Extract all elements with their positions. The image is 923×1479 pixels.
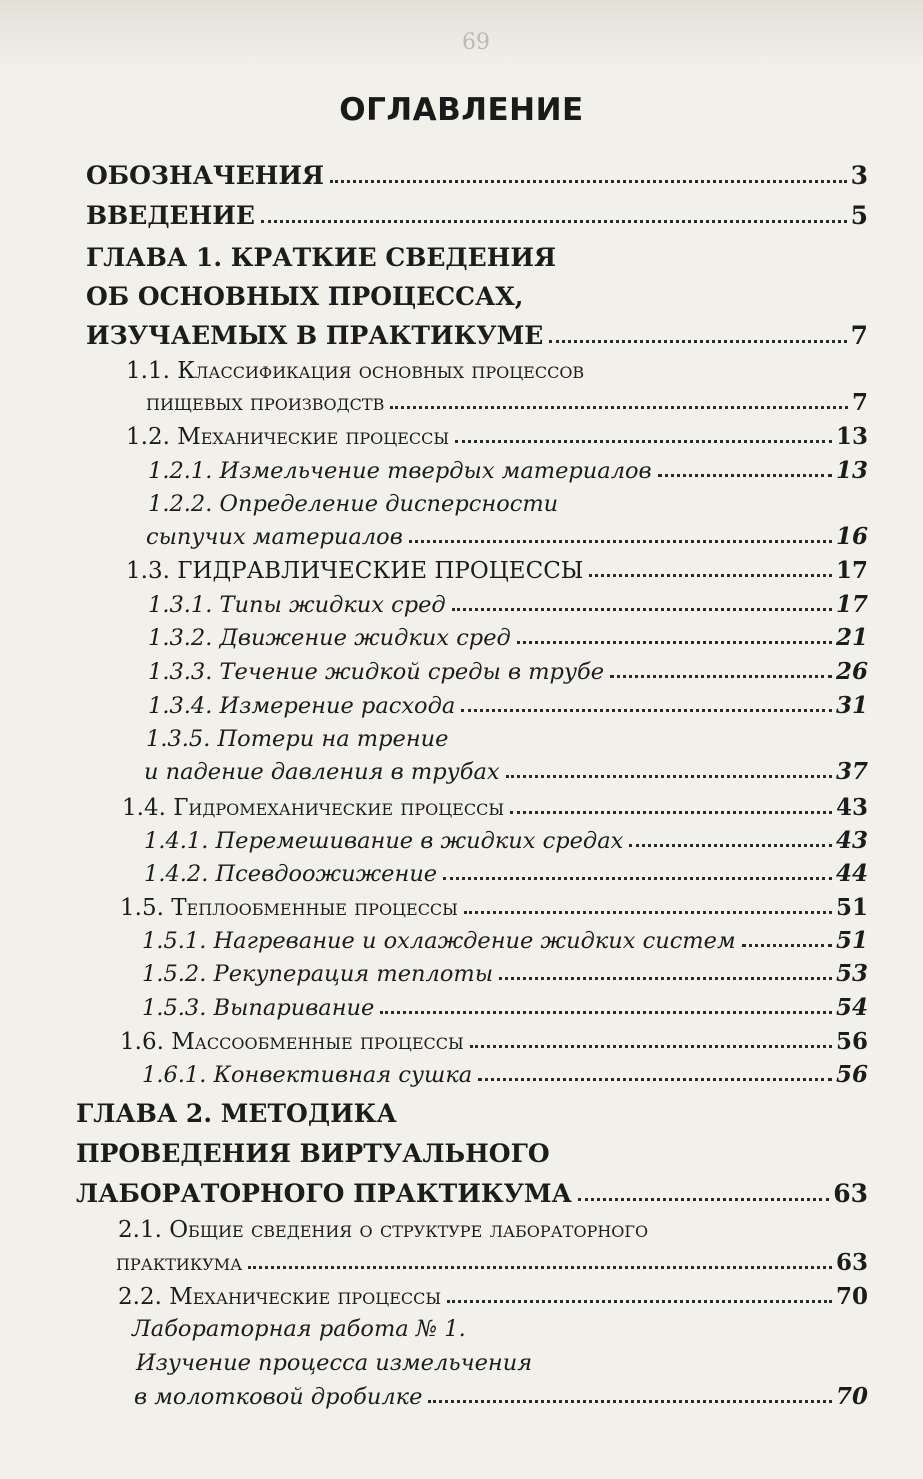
toc-page-number: 70: [835, 1283, 868, 1310]
toc-entry-title: 1.4.2. Псевдоожижение: [144, 861, 438, 887]
dot-leader: [742, 944, 832, 947]
toc-entry: [142, 985, 868, 1021]
dot-leader: [510, 811, 832, 814]
toc-entry-title: 1.3.2. Движение жидких сред: [148, 625, 511, 651]
toc-page-number: 7: [850, 321, 868, 350]
toc-page-number: 13: [835, 423, 868, 450]
toc-entry-title: ОБ ОСНОВНЫХ ПРОЦЕССАХ,: [86, 282, 524, 311]
toc-entry: [142, 918, 868, 954]
toc-page-number: 16: [835, 523, 868, 550]
toc-page-number: 13: [835, 457, 868, 484]
dot-leader: [578, 1198, 829, 1201]
toc-page-number: 31: [835, 692, 868, 719]
toc-entry-title: Изучение процесса измельчения: [136, 1350, 533, 1376]
toc-entry-title: 1.2.1. Измельчение твердых материалов: [148, 458, 652, 484]
toc-entry-line: [132, 1306, 466, 1342]
dot-leader: [455, 440, 832, 443]
toc-entry-title: 1.3.1. Типы жидких сред: [148, 592, 446, 618]
toc-entry-title: ПРОВЕДЕНИЯ ВИРТУАЛЬНОГО: [76, 1139, 550, 1168]
toc-entry-title: 1.3.5. Потери на трение: [146, 726, 449, 752]
toc-entry-title: 1.5. Теплообменные процессы: [120, 895, 458, 921]
dot-leader: [380, 1011, 832, 1014]
toc-entry: [144, 818, 868, 854]
toc-entry-title: 1.2. Механические процессы: [126, 424, 450, 450]
page-title: ОГЛАВЛЕНИЕ: [339, 92, 584, 128]
toc-page-number: 54: [835, 994, 868, 1021]
toc-entry-title: 1.3.3. Течение жидкой среды в трубе: [148, 659, 605, 685]
dot-leader: [428, 1400, 832, 1403]
toc-entry-line: [76, 1132, 550, 1168]
dot-leader: [261, 220, 847, 223]
toc-entry-title: практикума: [116, 1250, 243, 1276]
toc-entry-title: 2.1. Общие сведения о структуре лабораторного: [118, 1217, 649, 1243]
dot-leader: [452, 608, 832, 611]
toc-entry: [144, 851, 868, 887]
page-number: 69: [462, 30, 490, 55]
dot-leader: [330, 180, 846, 183]
toc-entry-title: 1.6. Массообменные процессы: [120, 1029, 464, 1055]
toc-page-number: 56: [835, 1028, 868, 1055]
dot-leader: [517, 641, 832, 644]
toc-entry-title: 1.4. Гидромеханические процессы: [122, 795, 505, 821]
toc-entry-title: в молотковой дробилке: [134, 1384, 423, 1410]
toc-entry: [148, 649, 868, 685]
toc-entry: [144, 749, 868, 785]
toc-entry: [86, 194, 868, 230]
toc-entry: [142, 1052, 868, 1088]
toc-entry-title: и падение давления в трубах: [144, 759, 500, 785]
toc-page-number: 70: [835, 1383, 868, 1410]
toc-entry: [148, 582, 868, 618]
toc-entry-title: пищевых производств: [146, 390, 385, 416]
toc-page-number: 63: [833, 1179, 868, 1208]
dot-leader: [447, 1300, 832, 1303]
dot-leader: [549, 340, 846, 343]
toc-entry: [122, 785, 868, 821]
toc-entry: [148, 683, 868, 719]
toc-entry: [142, 951, 868, 987]
toc-page-number: 56: [835, 1061, 868, 1088]
toc-entry-line: [76, 1092, 397, 1128]
toc-page-number: 37: [835, 758, 868, 785]
toc-entry: [146, 380, 868, 416]
toc-entry: [76, 1172, 868, 1208]
dot-leader: [470, 1045, 832, 1048]
toc-entry-title: 1.3.4. Измерение расхода: [148, 693, 456, 719]
toc-entry-line: [136, 1340, 532, 1376]
dot-leader: [499, 977, 832, 980]
toc-entry-line: [86, 236, 556, 272]
dot-leader: [506, 775, 832, 778]
dot-leader: [610, 675, 832, 678]
toc-entry: [120, 885, 868, 921]
toc-entry: [134, 1374, 868, 1410]
dot-leader: [478, 1078, 832, 1081]
toc-entry-line: [148, 481, 558, 517]
toc-entry: [126, 414, 868, 450]
toc-page-number: 5: [850, 201, 868, 230]
dot-leader: [629, 844, 832, 847]
toc-page-number: 21: [835, 624, 868, 651]
toc-page-number: 44: [835, 860, 868, 887]
toc-entry: [86, 314, 868, 350]
toc-entry-line: [146, 716, 449, 752]
toc-entry-title: 1.5.3. Выпаривание: [142, 995, 375, 1021]
toc-entry: [86, 154, 868, 190]
toc-entry-title: ГЛАВА 1. КРАТКИЕ СВЕДЕНИЯ: [86, 243, 557, 272]
toc-entry-title: 1.2.2. Определение дисперсности: [148, 491, 559, 517]
toc-entry-title: 1.5.1. Нагревание и охлаждение жидких систем: [142, 928, 736, 954]
dot-leader: [443, 877, 832, 880]
dot-leader: [589, 574, 832, 577]
toc-page-number: 17: [835, 557, 868, 584]
toc-entry: [120, 1019, 868, 1055]
toc-entry-title: ИЗУЧАЕМЫХ В ПРАКТИКУМЕ: [86, 321, 544, 350]
dot-leader: [464, 911, 832, 914]
toc-entry-title: ОБОЗНАЧЕНИЯ: [86, 161, 325, 190]
toc-entry-title: ЛАБОРАТОРНОГО ПРАКТИКУМА: [76, 1179, 572, 1208]
toc-page-number: 63: [835, 1249, 868, 1276]
dot-leader: [390, 406, 848, 409]
toc-entry-line: [86, 275, 523, 311]
toc-page-number: 17: [835, 591, 868, 618]
toc-entry-title: 1.5.2. Рекуперация теплоты: [142, 961, 494, 987]
toc-page-number: 7: [851, 389, 868, 416]
dot-leader: [248, 1266, 832, 1269]
toc-entry-line: [118, 1207, 648, 1243]
dot-leader: [658, 474, 832, 477]
toc-entry: [116, 1240, 868, 1276]
toc-page-number: 26: [835, 658, 868, 685]
toc-entry-title: сыпучих материалов: [146, 524, 403, 550]
toc-page-number: 51: [835, 927, 868, 954]
toc-entry-title: 1.4.1. Перемешивание в жидких средах: [144, 828, 624, 854]
toc-page-number: 3: [850, 161, 868, 190]
toc-entry: [126, 548, 868, 584]
toc-entry-line: [126, 348, 584, 384]
toc-entry-title: Лабораторная работа № 1.: [132, 1316, 466, 1342]
toc-page-number: 43: [835, 794, 868, 821]
toc-page-number: 43: [835, 827, 868, 854]
toc-entry: [146, 514, 868, 550]
toc-entry-title: 1.6.1. Конвективная сушка: [142, 1062, 473, 1088]
dot-leader: [461, 709, 832, 712]
toc-entry-title: ВВЕДЕНИЕ: [86, 201, 255, 230]
toc-entry: [148, 615, 868, 651]
toc-page-number: 51: [835, 894, 868, 921]
toc-entry: [148, 448, 868, 484]
toc-entry-title: ГЛАВА 2. МЕТОДИКА: [76, 1099, 397, 1128]
toc-entry: [118, 1274, 868, 1310]
toc-entry-title: 2.2. Механические процессы: [118, 1284, 442, 1310]
toc-entry-title: 1.3. ГИДРАВЛИЧЕСКИЕ ПРОЦЕССЫ: [126, 558, 584, 584]
toc-entry-title: 1.1. Классификация основных процессов: [126, 358, 585, 384]
dot-leader: [409, 540, 832, 543]
toc-page-number: 53: [835, 960, 868, 987]
